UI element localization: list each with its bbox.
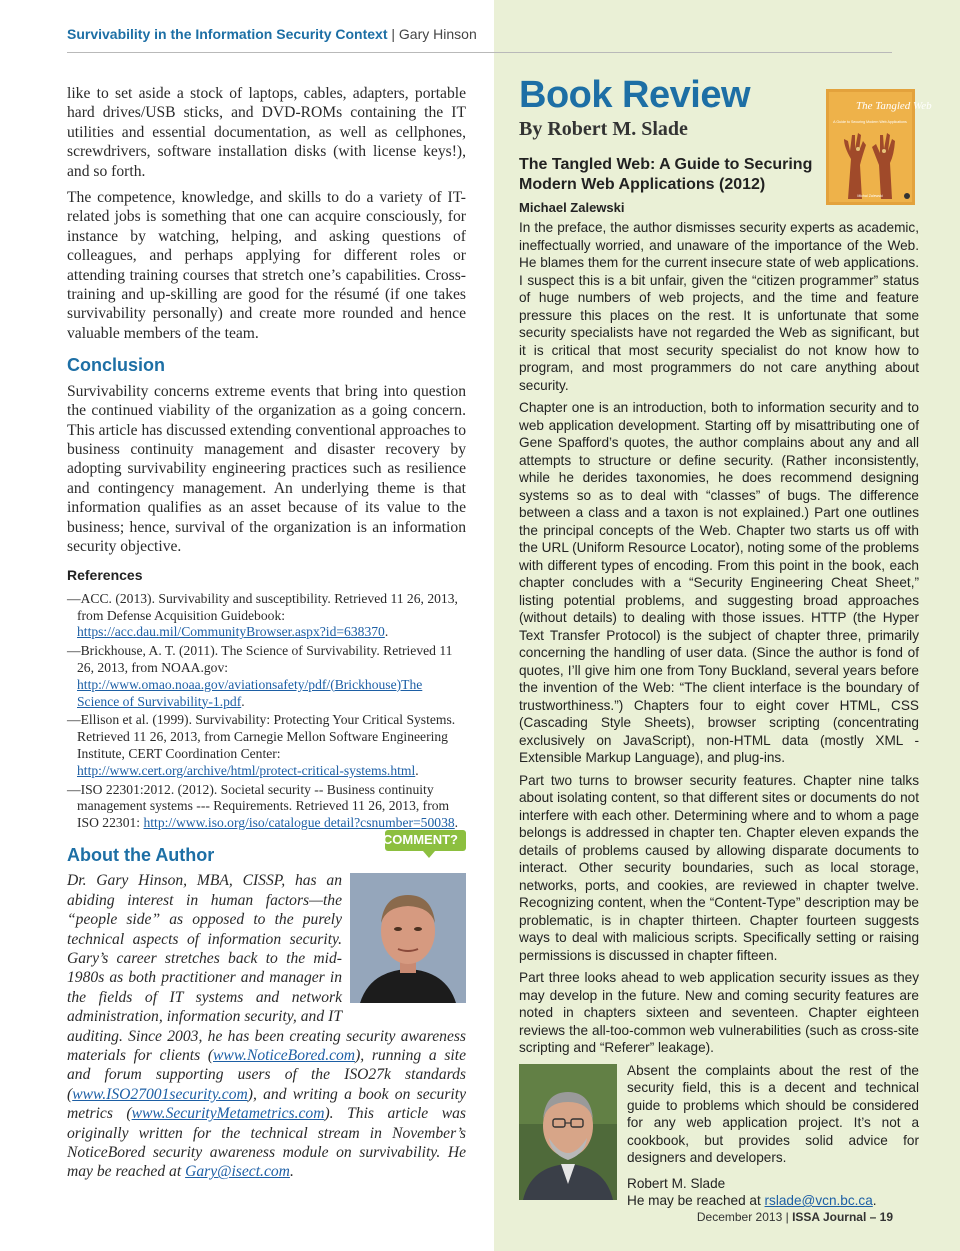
book-review-column — [519, 74, 932, 1210]
reference-link[interactable]: http://www.omao.noaa.gov/aviationsafety/pdf/(Brickhouse)The Science of Survivability-1.pdf — [77, 676, 423, 709]
reviewer-contact: He may be reached at rslade@vcn.bc.ca. — [627, 1193, 877, 1208]
book-author: Michael Zalewski — [519, 200, 625, 215]
body-paragraph: The competence, knowledge, and skills to do a variety of IT-related jobs is something that one can acquire consciously, for instance by watching, helping, and asking questions of colleagues, and perhaps applying for different roles or attending training courses that stretch one’s capabilities. Cross-training and up-skilling are good for the résumé (if one takes survivability personally) and create more rounded and hence valuable members of the team. — [67, 189, 466, 342]
metrics-link[interactable]: www.SecurityMetametrics.com — [131, 1105, 325, 1123]
review-paragraph: Chapter one is an introduction, both to information security and to web application development. Starting off by misattributing one of Gene Spafford’s quotes, the author complains about any and all attempts to structure or define security. (Rather inconsistently, while he derides taxonomies, he does recommend designing systems so as to deal with “classes” of bugs. The difference between a class and a taxon is not explained.) Part one outlines the principal concepts of the Web. Chapter two starts us off with the URL (Uniform Resource Locator), noting some of the problems with different types of encoding. From this point in the book, each chapter concludes with a “Security Engineering Cheat Sheet,” listing potential problems, and suggesting broad approaches (without details) to dealing with those issues. HTTP (the Hyper Text Transfer Protocol) is the subject of chapter three, primarily concerning the handling of user data. (Since the author is fond of quotes, I’ll give him one from Tony Buckland, several years before the invention of the Web: “The client interface is the boundary of trustworthiness.”) Chapters four to eight cover HTML, CSS (Cascading Style Sheets), browser scripting (concentrating exclusively on JavaScript), non-HTML data (mostly XML - Extensible Markup Language), and plug-ins. — [519, 400, 919, 765]
review-paragraph: Part two turns to browser security features. Chapter nine talks about isolating content, so that different sites or documents do not interfere with each other. Determining where and to whom a page belongs is addressed in chapter ten. Chapter eleven expands the details of problems caused by allowing disparate documents to interact. Other security boundaries, such as local storage, networks, ports, and cookies, are reviewed in chapter twelve. Recognizing content, when the “Content-Type” description may be problematic, is in chapter thirteen. Chapter fourteen suggests ways to deal with malicious scripts. Specifically setting or raising permissions is discussed in chapter fifteen. — [519, 772, 919, 963]
reviewer-photo — [519, 1064, 617, 1200]
cover-subtitle: A Guide to Securing Modern Web Applications — [833, 120, 907, 124]
reference-item: —ISO 22301:2012. (2012). Societal security -- Business continuity management systems --- Requirements. Retrieved 11 26, 2013, from ISO 22301: http://www.iso.org/iso/catalogue detail?csnumber=50038. COMMENT? — [67, 782, 466, 832]
iso27k-link[interactable]: www.ISO27001security.com — [72, 1085, 248, 1103]
reference-link[interactable]: https://acc.dau.mil/CommunityBrowser.aspx?id=638370 — [77, 624, 385, 640]
conclusion-paragraph: Survivability concerns extreme events that bring into question the continued viability of the organization as a going concern. This article has discussed extending conventional approaches to business continuity management and disaster recovery by adopting survivability engineering practices such as resilience and contingency management. An underlying theme is that information qualifies as an asset because of its value to the business; hence, survival of the organization is an information security objective. — [67, 382, 466, 555]
review-body — [519, 219, 919, 1210]
comment-button[interactable]: COMMENT? — [385, 830, 466, 851]
footer-separator: | — [785, 1210, 789, 1224]
article-column — [67, 84, 466, 1182]
section-title: Survivability in the Information Security Context — [67, 26, 388, 42]
reference-item: —ACC. (2013). Survivability and susceptibility. Retrieved 11 26, 2013, from Defense Acquisition Guidebook: https://acc.dau.mil/CommunityBrowser.aspx?id=638370. — [67, 590, 458, 640]
reviewer-byline: By Robert M. Slade — [519, 118, 688, 140]
book-review-title: Book Review — [519, 74, 751, 116]
reference-item: —Ellison et al. (1999). Survivability: Protecting Your Critical Systems. Retrieved 11 26, 2013, from Carnegie Mellon Software Engineering Institute, CERT Coordination Center: http://www.cert.org/archive/html/protect-critical-systems.html. — [67, 712, 456, 778]
author-photo — [350, 873, 466, 1003]
author-website-link[interactable]: www.NoticeBored.com — [213, 1046, 356, 1064]
reviewer-email-link[interactable]: rslade@vcn.bc.ca — [764, 1193, 873, 1208]
cover-author: Michal Zalewski — [857, 194, 883, 198]
page-footer — [697, 1210, 893, 1224]
reference-item: —Brickhouse, A. T. (2011). The Science of Survivability. Retrieved 11 26, 2013, from NOAA.gov: http://www.omao.noaa.gov/aviationsafety/pdf/(Brickhouse)The Science of Survivability-1.pdf. — [67, 643, 453, 709]
running-header — [67, 26, 892, 53]
reviewer-signature: Robert M. Slade — [627, 1175, 726, 1191]
about-author-heading: About the Author — [67, 844, 215, 865]
review-paragraph: Part three looks ahead to web application security issues as they may develop in the future. New and coming security features are noted in chapters sixteen and seventeen. Chapter eighteen reviews the all-too-common web vulnerabilities (such as cross-site scripting and “Referer” leakage). — [519, 970, 919, 1055]
body-paragraph: like to set aside a stock of laptops, cables, adapters, portable hard drives/USB sticks, and DVD-ROMs containing the IT utilities and essential documentation, as well as cellphones, screwdrivers, software installation disks (with license keys!), and so forth. — [67, 85, 466, 180]
reference-link[interactable]: http://www.cert.org/archive/html/protect-critical-systems.html — [77, 762, 416, 778]
author-email-link[interactable]: Gary@isect.com — [185, 1163, 290, 1181]
review-closing-paragraph: Absent the complaints about the rest of the security field, this is a decent and technical guide to problems which should be considered for any web application project. It’s not a cookbook, but provides solid advice for designers and developers. — [627, 1062, 919, 1165]
review-paragraph: In the preface, the author dismisses security experts as academic, ineffectually worried, and unaware of the importance of the Web. He blames them for the current insecure state of web applications. I suspect this is a bit unfair, given the “citizen programmer” status of huge numbers of web projects, and the time and feature pressure this places on the rest. It is unfortunate that some security specialists have not regarded the Web as significant, but it is critical that most security specialist do not know how to program, and most programmers do not care anything about security. — [519, 220, 919, 393]
header-author: Gary Hinson — [398, 26, 477, 42]
conclusion-heading: Conclusion — [67, 355, 165, 376]
issue-date: December 2013 — [696, 1210, 783, 1224]
references-heading: References — [67, 567, 143, 584]
header-separator: | — [391, 26, 396, 42]
book-title: The Tangled Web: A Guide to Securing Modern Web Applications (2012) — [519, 156, 813, 193]
journal-page: ISSA Journal – 19 — [792, 1210, 893, 1224]
about-author-text: Dr. Gary Hinson, MBA, CISSP, has an abiding interest in human factors—the “people side” as opposed to the purely technical aspects of information security. Gary’s career stretches back to the mid-1980s as both practitioner and manager in the fields of IT systems and network administration, information security, and IT auditing. Since 2003, he has been creating security awareness materials for clients (www.NoticeBored.com), running a site and forum supporting users of the ISO27k standards (www.ISO27001security.com), and writing a book on security metrics (www.SecurityMetametrics.com). This article was originally written for the technical stream in November’s NoticeBored security awareness module on survivability. He may be reached at Gary@isect.com. — [67, 872, 467, 1181]
reference-link[interactable]: http://www.iso.org/iso/catalogue detail?csnumber=50038 — [143, 815, 455, 831]
book-cover-image — [826, 89, 932, 205]
cover-title: The Tangled Web — [856, 100, 932, 112]
references-list — [67, 590, 466, 847]
